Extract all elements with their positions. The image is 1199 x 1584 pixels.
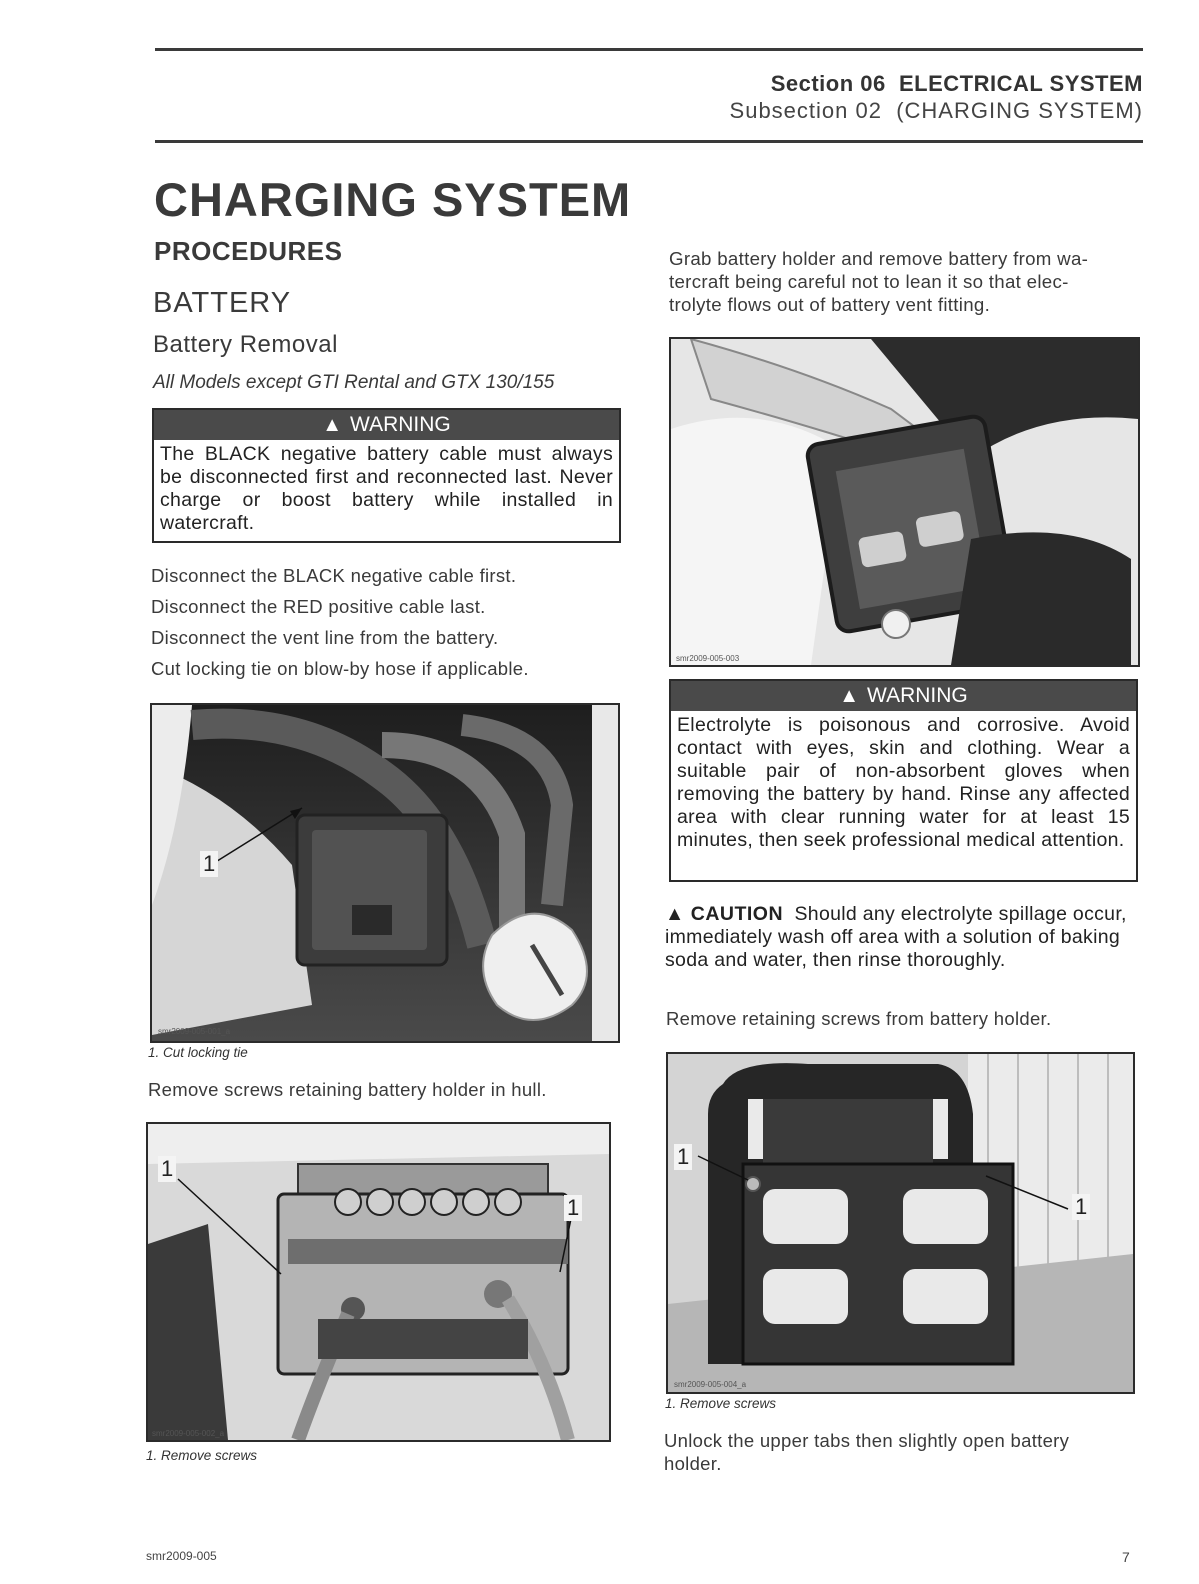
step-2: Disconnect the RED positive cable last. — [151, 596, 486, 617]
paragraph-remove-screws: Remove screws retaining battery holder in hull. — [148, 1079, 547, 1100]
heading-battery: BATTERY — [153, 287, 292, 319]
paragraph-retaining-screws: Remove retaining screws from battery holder. — [666, 1008, 1052, 1029]
paragraph-grab-line-2: tercraft being careful not to lean it so that elec- — [669, 271, 1069, 292]
paragraph-unlock-line-2: holder. — [664, 1453, 722, 1474]
figure-code: smr2009-005-003 — [676, 654, 740, 663]
step-4: Cut locking tie on blow-by hose if applicable. — [151, 658, 529, 679]
header-rule — [155, 140, 1143, 143]
subsection-label: Subsection 02 — [729, 98, 882, 123]
page-number: 7 — [1122, 1549, 1130, 1565]
warning-label: WARNING — [350, 413, 451, 436]
callout-left: 1 — [158, 1156, 176, 1182]
figure-caption: 1. Cut locking tie — [148, 1045, 248, 1060]
figure-caption: 1. Remove screws — [665, 1396, 777, 1411]
figure-battery-holder-photo — [146, 1122, 611, 1442]
caution-text: Should any electrolyte spillage occur, immediately wash off area with a solution of baking soda and water, then rinse thoroughly. — [665, 903, 1127, 971]
warning-box-cables — [152, 408, 621, 543]
paragraph-unlock-line-1: Unlock the upper tabs then slightly open battery — [664, 1430, 1070, 1451]
figure-code: smr2009-005-004_a — [674, 1380, 747, 1389]
section-title: ELECTRICAL SYSTEM — [898, 71, 1143, 96]
page-title: CHARGING SYSTEM — [154, 173, 632, 226]
warning-triangle-icon: ▲ — [839, 685, 860, 707]
caution-label: CAUTION — [690, 903, 784, 925]
heading-battery-removal: Battery Removal — [153, 331, 338, 358]
paragraph-grab-line-3: trolyte flows out of battery vent fitting. — [669, 294, 991, 315]
warning-header — [154, 410, 619, 440]
top-rule — [155, 48, 1143, 51]
warning-header — [671, 681, 1136, 711]
heading-procedures: PROCEDURES — [154, 236, 343, 266]
heading-models: All Models except GTI Rental and GTX 130/155 — [153, 372, 555, 393]
section-header — [771, 71, 1143, 97]
warning-text: The BLACK negative battery cable must always be disconnected first and reconnected last. Never charge or boost battery while installed in watercraft. — [160, 443, 613, 534]
callout-1: 1 — [200, 851, 218, 877]
warning-triangle-icon: ▲ — [322, 414, 343, 436]
caution-triangle-icon: ▲ — [665, 903, 685, 925]
footer-doc-code: smr2009-005 — [146, 1549, 217, 1563]
callout-right: 1 — [564, 1195, 582, 1221]
step-1: Disconnect the BLACK negative cable first. — [151, 565, 517, 586]
callout-left: 1 — [674, 1144, 692, 1170]
paragraph-grab-line-1: Grab battery holder and remove battery from wa- — [669, 248, 1089, 269]
step-3: Disconnect the vent line from the battery. — [151, 627, 499, 648]
warning-text: Electrolyte is poisonous and corrosive. Avoid contact with eyes, skin and clothing. Wear a suitable pair of non-absorbent gloves when removing the battery by hand. Rinse any affected area with clear running water for at least 15 minutes, then seek professional medical attention. — [677, 714, 1130, 851]
warning-box-electrolyte — [669, 679, 1138, 882]
figure-battery-lift-photo — [669, 337, 1140, 667]
subsection-header — [730, 98, 1143, 124]
section-label: Section 06 — [770, 71, 886, 96]
warning-label: WARNING — [867, 684, 968, 707]
figure-code: smr2009-005-002_a — [152, 1429, 225, 1438]
caution-note — [665, 903, 1137, 972]
figure-code: smr2009-005-001_a — [158, 1027, 231, 1036]
figure-caption: 1. Remove screws — [146, 1448, 258, 1463]
callout-right: 1 — [1072, 1194, 1090, 1220]
figure-locking-tie-photo — [150, 703, 620, 1043]
figure-battery-on-table-photo — [666, 1052, 1135, 1394]
subsection-title: (CHARGING SYSTEM) — [896, 98, 1143, 123]
